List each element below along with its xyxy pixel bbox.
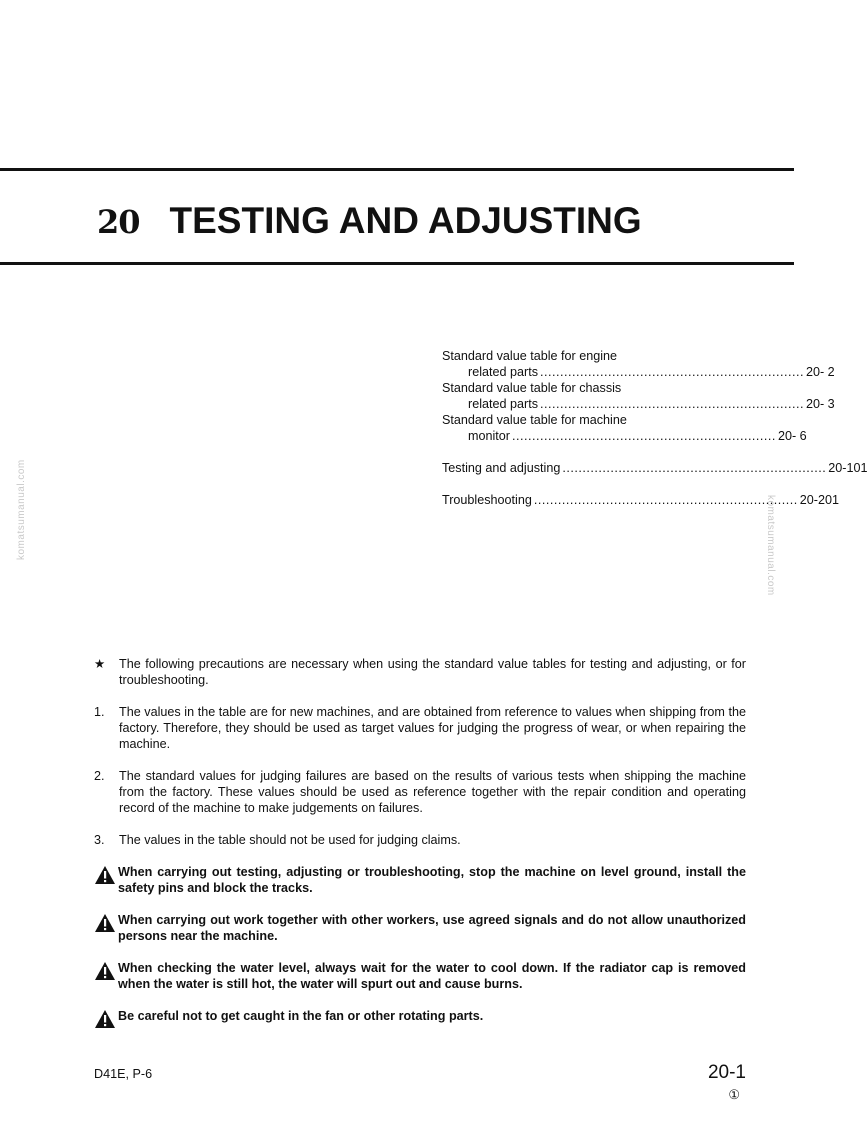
toc-page-number: 20-201 — [799, 493, 840, 507]
table-of-contents — [442, 348, 867, 508]
chapter-rule-top — [0, 168, 794, 171]
toc-leader: .................................................................. — [540, 365, 804, 379]
toc-page-number: 20- 3 — [805, 397, 835, 411]
warning-text: When checking the water level, always wait for the water to cool down. If the radiator cap is removed when the water is still hot, the water will spurt out and cause burns. — [118, 961, 746, 991]
toc-entry-title: Testing and adjusting — [442, 461, 561, 475]
warning-note — [94, 1008, 746, 1033]
watermark-right: komatsumanual.com — [765, 495, 776, 596]
warning-note — [94, 864, 746, 896]
toc-entry[interactable] — [442, 348, 835, 380]
toc-entry-title-cont: related parts — [468, 365, 539, 379]
footer-model: D41E, P-6 — [94, 1067, 153, 1081]
toc-page-number: 20-101 — [828, 461, 867, 475]
footer-page-number: 20-1 — [707, 1062, 746, 1083]
toc-entry[interactable] — [442, 412, 807, 444]
warning-icon — [94, 864, 118, 896]
footer-revision-mark: ① — [728, 1087, 740, 1102]
warning-icon — [94, 912, 118, 944]
item-number: 2. — [94, 769, 105, 783]
toc-entry-title-cont: monitor — [468, 429, 510, 443]
intro-text: The following precautions are necessary when using the standard value tables for testing and adjusting, or for troubleshooting. — [119, 657, 746, 687]
toc-entry-title-cont: related parts — [468, 397, 539, 411]
toc-entry-title: Standard value table for chassis — [442, 381, 622, 395]
toc-entry-title: Standard value table for engine — [442, 349, 618, 363]
precautions-section — [94, 656, 746, 1049]
toc-leader: .................................................................. — [562, 461, 827, 475]
chapter-title: TESTING AND ADJUSTING — [169, 200, 642, 241]
chapter-heading — [97, 200, 642, 246]
toc-entry[interactable] — [442, 460, 867, 476]
warning-note — [94, 960, 746, 992]
numbered-item — [94, 832, 746, 848]
warning-icon — [94, 1008, 118, 1033]
chapter-rule-bottom — [0, 262, 794, 265]
warning-text: When carrying out work together with other workers, use agreed signals and do not allow unauthorized persons near the machine. — [118, 913, 746, 943]
item-text: The values in the table should not be used for judging claims. — [119, 833, 461, 847]
warning-note — [94, 912, 746, 944]
toc-entry-title: Standard value table for machine — [442, 413, 627, 427]
item-number: 1. — [94, 705, 105, 719]
watermark-left: komatsumanual.com — [16, 459, 27, 560]
toc-page-number: 20- 6 — [777, 429, 807, 443]
star-icon: ★ — [94, 657, 106, 671]
warning-text: When carrying out testing, adjusting or troubleshooting, stop the machine on level ground, install the safety pins and block the tracks. — [118, 865, 746, 895]
item-number: 3. — [94, 833, 105, 847]
toc-leader: .................................................................. — [512, 429, 776, 443]
toc-entry[interactable] — [442, 492, 840, 508]
toc-page-number: 20- 2 — [805, 365, 835, 379]
toc-leader: .................................................................. — [540, 397, 804, 411]
numbered-item — [94, 704, 746, 752]
item-text: The values in the table are for new machines, and are obtained from reference to values when shipping from the factory. Therefore, they should be used as target values for judging the progress of wear, or when repairing the machine. — [119, 705, 746, 751]
toc-entry[interactable] — [442, 380, 835, 412]
intro-note — [94, 656, 746, 688]
warning-text: Be careful not to get caught in the fan or other rotating parts. — [118, 1009, 484, 1023]
warning-icon — [94, 960, 118, 992]
toc-entry-title: Troubleshooting — [442, 493, 532, 507]
numbered-item — [94, 768, 746, 816]
item-text: The standard values for judging failures are based on the results of various tests when shipping the machine from the factory. These values should be used as reference together with the repair condition and operating record of the machine to make judgements on failures. — [119, 769, 746, 815]
chapter-number: 20 — [97, 203, 140, 241]
toc-leader: .................................................................. — [533, 493, 798, 507]
